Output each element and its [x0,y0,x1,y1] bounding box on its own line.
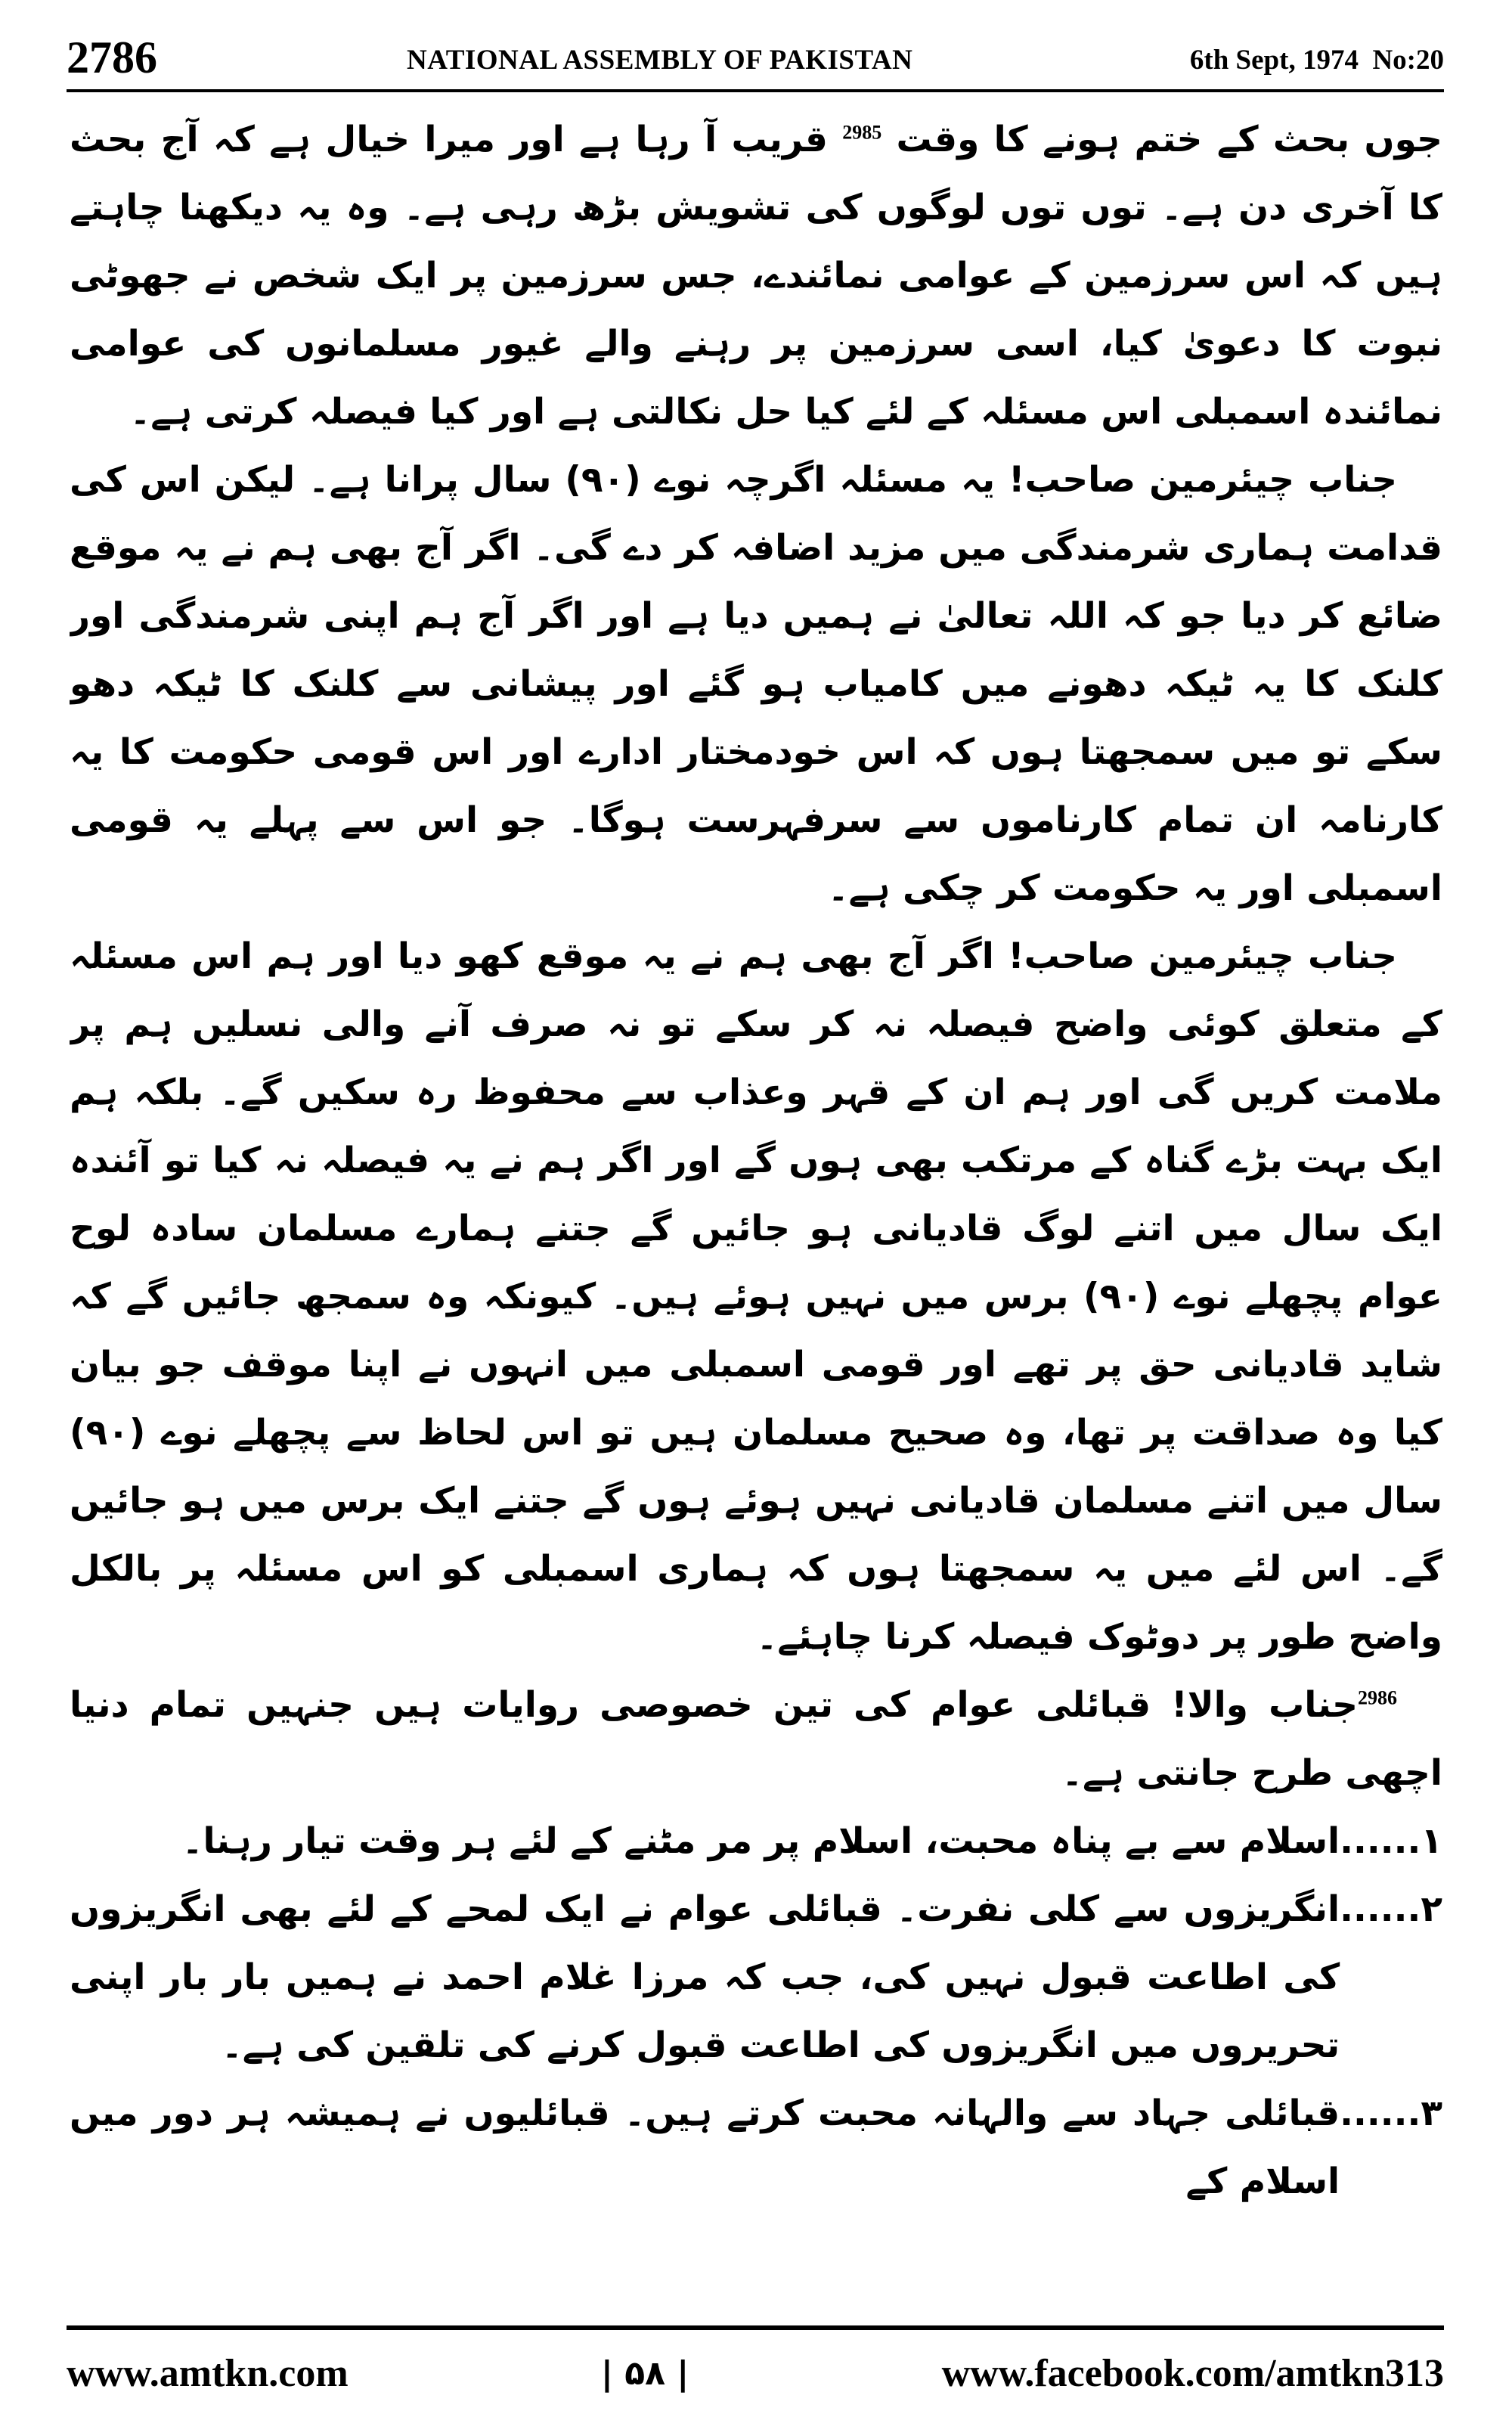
header-date: 6th Sept, 1974 [1189,45,1359,76]
list-item-text: اسلام سے بے پناہ محبت، اسلام پر مر مٹنے کے لئے ہر وقت تیار رہنا۔ [181,1820,1340,1862]
reference-number: 2985 [842,121,882,144]
footer-divider [67,2325,1444,2330]
paragraph-4: $^{2986}$جناب والا! قبائلی عوام کی تین خصوصی روایات ہیں جنہیں تمام دنیا اچھی طرح جانتی ہے۔ [70,1684,1442,1794]
paragraph-1: جوں بحث کے ختم ہونے کا وقت $^{2985}$ قریب آ رہا ہے اور میرا خیال ہے کہ آج بحث کا آخری دن ہے۔ توں توں لوگوں کی تشویش بڑھ رہی ہے۔ وہ یہ دیکھنا چاہتے ہیں کہ اس سرزمین کے عوامی نمائندے، جس سرزمین پر ایک شخص نے جھوٹی نبوت کا دعویٰ کیا، اسی سرزمین پر رہنے والے غیور مسلمانوں کی عوامی نمائندہ اسمبلی اس مسئلہ کے لئے کیا حل نکالتی ہے اور کیا فیصلہ کرتی ہے۔ [70,119,1442,433]
list-item [70,1876,1442,2080]
document-body [70,106,1442,2314]
reference-number: 2986 [1358,1686,1397,1709]
list-item-number: ۲...... [1340,1888,1442,1930]
page-number: 2786 [67,33,157,82]
footer-website-link[interactable]: www.amtkn.com [67,2351,349,2395]
list-item [70,1807,1442,1876]
header-title: NATIONAL ASSEMBLY OF PAKISTAN [407,45,913,76]
list-item-text: قبائلی جہاد سے والہانہ محبت کرتے ہیں۔ قبائلیوں نے ہمیشہ ہر دور میں اسلام کے [70,2093,1340,2202]
list-item [70,2080,1442,2216]
header-issue: No:20 [1372,45,1444,76]
footer-facebook-link[interactable]: www.facebook.com/amtkn313 [941,2351,1444,2395]
header-divider [67,89,1444,92]
page-header [67,21,1444,89]
header-date-line [1190,44,1444,76]
list-item-number: ۳...... [1340,2093,1442,2134]
list-item-number: ۱...... [1340,1820,1442,1862]
list-item-text: انگریزوں سے کلی نفرت۔ قبائلی عوام نے ایک لمحے کے لئے بھی انگریزوں کی اطاعت قبول نہیں کی، جب کہ مرزا غلام احمد نے ہمیں بار بار اپنی تحریروں میں انگریزوں کی اطاعت قبول کرنے کی تلقین کی ہے۔ [70,1888,1340,2066]
footer-page-number: | ۵۸ | [600,2353,689,2393]
paragraph-3: جناب چیئرمین صاحب! اگر آج بھی ہم نے یہ موقع کھو دیا اور ہم اس مسئلہ کے متعلق کوئی واضح فیصلہ نہ کر سکے تو نہ صرف آنے والی نسلیں ہم پر ملامت کریں گی اور ہم ان کے قہر وعذاب سے محفوظ رہ سکیں گے۔ بلکہ ہم ایک بہت بڑے گناہ کے مرتکب بھی ہوں گے اور اگر ہم نے یہ فیصلہ نہ کیا تو آئندہ ایک سال میں اتنے لوگ قادیانی ہو جائیں گے جتنے ہمارے مسلمان سادہ لوح عوام پچھلے نوے (۹۰) برس میں نہیں ہوئے ہیں۔ کیونکہ وہ سمجھ جائیں گے کہ شاید قادیانی حق پر تھے اور قومی اسمبلی میں انہوں نے اپنا موقف جو بیان کیا وہ صداقت پر تھا، وہ صحیح مسلمان ہیں تو اس لحاظ سے پچھلے نوے (۹۰) سال میں اتنے مسلمان قادیانی نہیں ہوئے ہوں گے جتنے ایک برس میں ہو جائیں گے۔ اس لئے میں یہ سمجھتا ہوں کہ ہماری اسمبلی کو اس مسئلہ پر بالکل واضح طور پر دوٹوک فیصلہ کرنا چاہئے۔ [70,935,1442,1658]
page-footer [67,2343,1444,2403]
paragraph-2: جناب چیئرمین صاحب! یہ مسئلہ اگرچہ نوے (۹۰) سال پرانا ہے۔ لیکن اس کی قدامت ہماری شرمندگی میں مزید اضافہ کر دے گی۔ اگر آج بھی ہم نے یہ موقع ضائع کر دیا جو کہ اللہ تعالیٰ نے ہمیں دیا ہے اور اگر آج ہم اپنی شرمندگی اور کلنک کا یہ ٹیکہ دھونے میں کامیاب ہو گئے اور پیشانی سے کلنک کا ٹیکہ دھو سکے تو میں سمجھتا ہوں کہ اس خودمختار ادارے اور اس قومی حکومت کا یہ کارنامہ ان تمام کارناموں سے سرفہرست ہوگا۔ جو اس سے پہلے یہ قومی اسمبلی اور یہ حکومت کر چکی ہے۔ [70,459,1442,909]
